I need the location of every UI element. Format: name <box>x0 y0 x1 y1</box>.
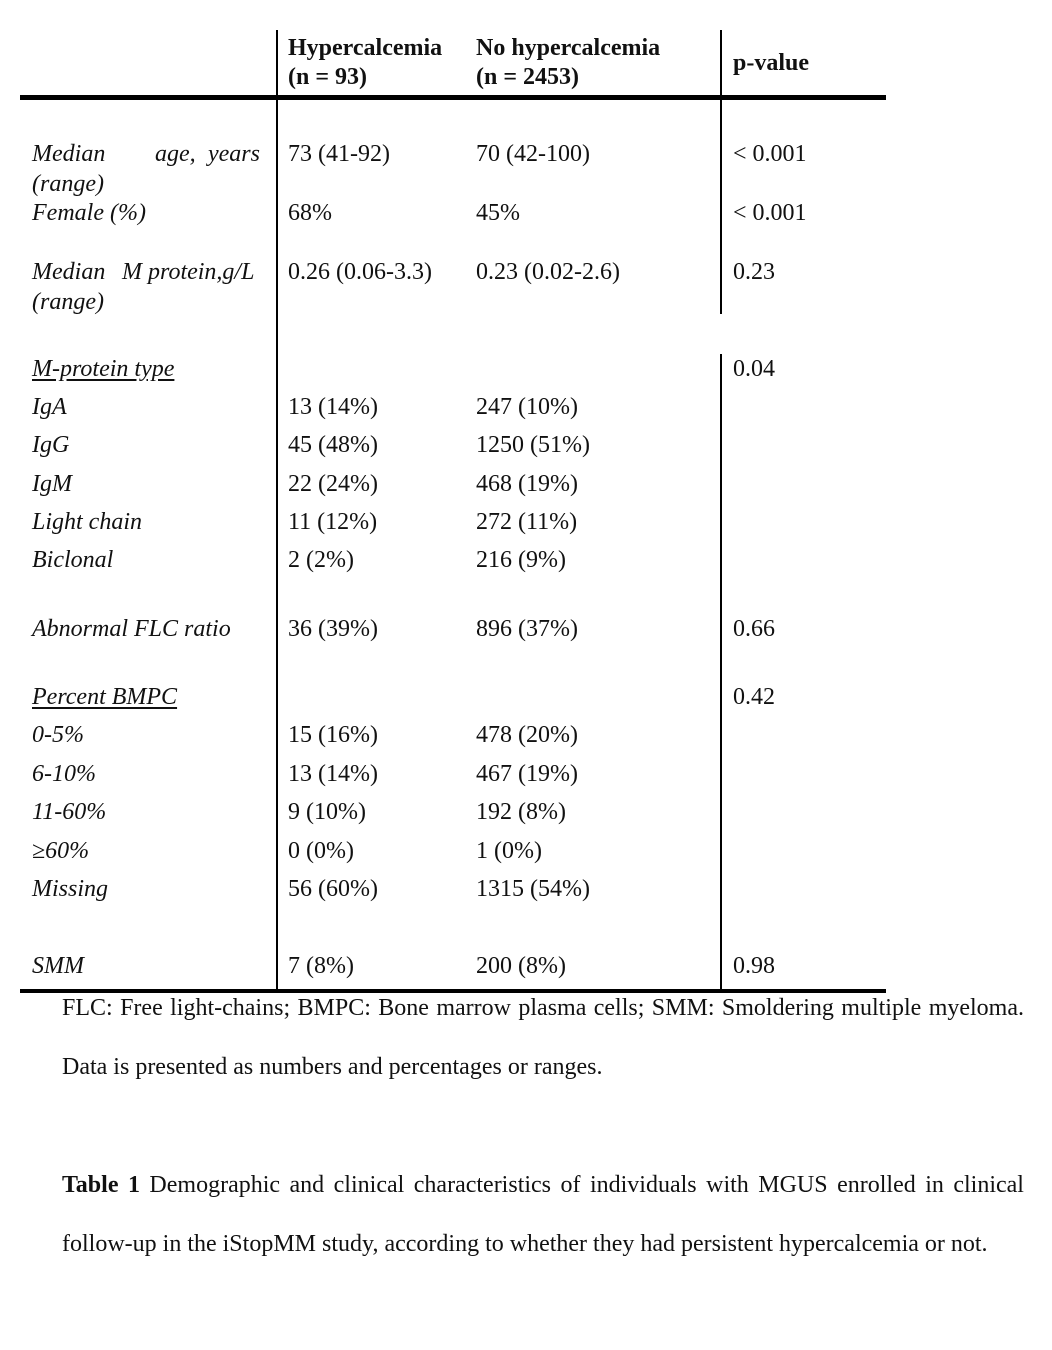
cell-p-value: 0.42 <box>733 684 775 710</box>
cell-p-value: 0.98 <box>733 953 775 979</box>
column-divider-1 <box>276 30 278 992</box>
header-p-value: p-value <box>733 50 810 76</box>
cell-hypercalcemia: 9 (10%) <box>288 799 366 825</box>
cell-hypercalcemia: 36 (39%) <box>288 616 378 642</box>
header-no-hypercalcemia-n: (n = 2453) <box>476 64 580 90</box>
row-label: Abnormal FLC ratio <box>32 616 231 642</box>
cell-p-value: < 0.001 <box>733 141 807 167</box>
cell-hypercalcemia: 2 (2%) <box>288 547 354 573</box>
column-divider-2-bottom <box>720 354 722 990</box>
row-label: ≥60% <box>32 838 90 864</box>
row-label: years <box>208 141 260 167</box>
row-label: IgG <box>32 432 70 458</box>
cell-hypercalcemia: 15 (16%) <box>288 722 378 748</box>
cell-no-hypercalcemia: 1315 (54%) <box>476 876 590 902</box>
cell-hypercalcemia: 45 (48%) <box>288 432 378 458</box>
cell-hypercalcemia: 11 (12%) <box>288 509 378 535</box>
section-label: Percent BMPC <box>32 684 178 710</box>
cell-no-hypercalcemia: 45% <box>476 200 520 226</box>
cell-hypercalcemia: 0.26 (0.06-3.3) <box>288 259 432 285</box>
cell-hypercalcemia: 13 (14%) <box>288 761 378 787</box>
section-label: M-protein type <box>32 356 175 382</box>
caption-label: Table 1 <box>62 1172 140 1198</box>
cell-no-hypercalcemia: 1250 (51%) <box>476 432 590 458</box>
cell-no-hypercalcemia: 1 (0%) <box>476 838 542 864</box>
row-label: 6-10% <box>32 761 96 787</box>
row-label: Female (%) <box>32 200 146 226</box>
row-label: IgA <box>32 394 67 420</box>
cell-hypercalcemia: 68% <box>288 200 332 226</box>
cell-no-hypercalcemia: 216 (9%) <box>476 547 566 573</box>
cell-no-hypercalcemia: 468 (19%) <box>476 471 578 497</box>
cell-p-value: < 0.001 <box>733 200 807 226</box>
row-label: IgM <box>32 471 72 497</box>
cell-no-hypercalcemia: 272 (11%) <box>476 509 578 535</box>
row-label: Light chain <box>32 509 143 535</box>
table-header-rule <box>20 95 886 100</box>
cell-no-hypercalcemia: 192 (8%) <box>476 799 566 825</box>
cell-hypercalcemia: 73 (41-92) <box>288 141 390 167</box>
cell-p-value: 0.66 <box>733 616 775 642</box>
header-hypercalcemia-n: (n = 93) <box>288 64 368 90</box>
cell-no-hypercalcemia: 0.23 (0.02-2.6) <box>476 259 620 285</box>
row-label: (range) <box>32 171 104 197</box>
row-label: age, <box>155 141 196 167</box>
row-label: M protein,g/L <box>122 259 255 285</box>
row-label: Median <box>32 259 106 285</box>
header-hypercalcemia: Hypercalcemia <box>288 35 443 61</box>
caption-text: Demographic and clinical characteristics of individuals with MGUS enrolled in clinical follow-up in the iStopMM study, according to whether they had persistent hypercalcemia or not. <box>62 1172 1024 1257</box>
row-label: 0-5% <box>32 722 84 748</box>
row-label: (range) <box>32 289 104 315</box>
cell-no-hypercalcemia: 467 (19%) <box>476 761 578 787</box>
cell-no-hypercalcemia: 247 (10%) <box>476 394 578 420</box>
cell-no-hypercalcemia: 200 (8%) <box>476 953 566 979</box>
row-label: 11-60% <box>32 799 107 825</box>
row-label: Biclonal <box>32 547 114 573</box>
row-label: SMM <box>32 953 84 979</box>
cell-p-value: 0.23 <box>733 259 775 285</box>
cell-hypercalcemia: 0 (0%) <box>288 838 354 864</box>
row-label: Median <box>32 141 106 167</box>
column-divider-2-top <box>720 30 722 314</box>
table-caption <box>62 1156 1024 1274</box>
table-footnote: FLC: Free light-chains; BMPC: Bone marrow plasma cells; SMM: Smoldering multiple myeloma. Data is presented as numbers and percentages or ranges. <box>62 995 1024 1080</box>
cell-hypercalcemia: 56 (60%) <box>288 876 378 902</box>
row-label: Missing <box>32 876 109 902</box>
cell-hypercalcemia: 22 (24%) <box>288 471 378 497</box>
cell-p-value: 0.04 <box>733 356 775 382</box>
cell-no-hypercalcemia: 478 (20%) <box>476 722 578 748</box>
cell-no-hypercalcemia: 896 (37%) <box>476 616 578 642</box>
cell-hypercalcemia: 7 (8%) <box>288 953 354 979</box>
cell-no-hypercalcemia: 70 (42-100) <box>476 141 590 167</box>
header-no-hypercalcemia: No hypercalcemia <box>476 35 661 61</box>
cell-hypercalcemia: 13 (14%) <box>288 394 378 420</box>
